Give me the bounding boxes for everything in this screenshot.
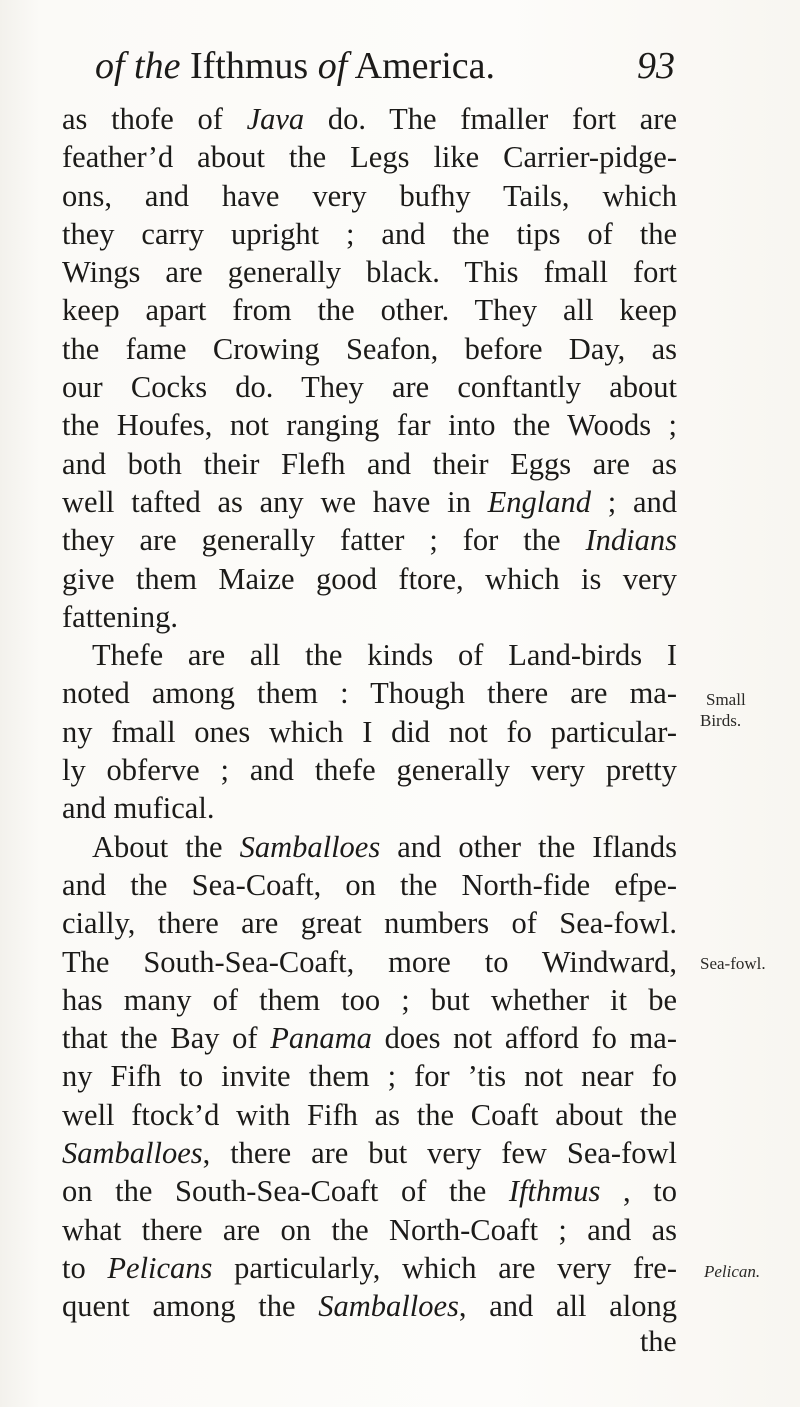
text-run: , to <box>600 1174 677 1209</box>
text-line <box>62 904 677 942</box>
text-run: what there are on the North-Coaft ; and as <box>62 1212 677 1247</box>
text-line <box>62 598 677 636</box>
italic-word: Samballoes <box>239 829 381 864</box>
text-line <box>62 291 677 329</box>
text-line <box>62 713 677 751</box>
text-run: our Cocks do. They are conftantly about <box>62 370 677 405</box>
page-number: 93 <box>637 45 675 87</box>
text-line <box>62 215 677 253</box>
text-line <box>62 789 677 827</box>
header-of: of <box>317 45 348 87</box>
italic-word: Samballoes <box>318 1289 459 1324</box>
text-run: they carry upright ; and the tips of the <box>62 216 677 251</box>
text-run: well ftock’d with Fifh as the Coaft about the <box>62 1097 677 1132</box>
text-line <box>62 483 677 521</box>
text-run: and both their Flefh and their Eggs are as <box>62 446 677 481</box>
text-line <box>62 138 677 176</box>
italic-word: Samballoes <box>62 1136 203 1171</box>
text-line <box>62 1096 677 1134</box>
text-run: cially, there are great numbers of Sea-fowl. <box>62 906 677 941</box>
italic-word: Panama <box>270 1021 372 1056</box>
text-line <box>62 100 677 138</box>
text-run: that the Bay of <box>62 1021 271 1056</box>
text-line <box>62 674 677 712</box>
text-line <box>62 1249 677 1287</box>
text-run: fattening. <box>62 599 179 634</box>
text-run: give them Maize good ftore, which is very <box>62 561 677 596</box>
text-run: ny fmall ones which I did not fo particular- <box>62 714 677 749</box>
text-line <box>62 1019 677 1057</box>
text-run: do. The fmaller fort are <box>304 102 677 136</box>
text-run: the fame Crowing Seafon, before Day, as <box>62 331 677 366</box>
text-run: About the <box>92 829 240 864</box>
text-line <box>62 368 677 406</box>
text-run: feather’d about the Legs like Carrier-pidge- <box>62 140 677 175</box>
text-run: to <box>62 1250 108 1285</box>
running-header <box>95 40 675 96</box>
italic-word: Java <box>246 102 305 136</box>
margin-note-small: Small <box>706 690 746 709</box>
header-prefix: of the <box>95 45 181 87</box>
italic-word: Ifthmus <box>508 1174 601 1209</box>
text-run: The South-Sea-Coaft, more to Windward, <box>62 944 677 979</box>
text-run: particularly, which are very fre- <box>212 1250 677 1285</box>
italic-word: Pelicans <box>107 1250 213 1285</box>
text-line <box>62 828 677 866</box>
margin-note-birds: Birds. <box>700 711 742 730</box>
text-run: Thefe are all the kinds of Land-birds I <box>92 638 677 673</box>
header-title: Ifthmus <box>189 45 309 87</box>
text-run: on the South-Sea-Coaft of the <box>62 1174 509 1209</box>
text-line <box>62 330 677 368</box>
text-line <box>62 636 677 674</box>
text-run: has many of them too ; but whether it be <box>62 982 677 1017</box>
text-run: , there are but very few Sea-fowl <box>202 1136 677 1171</box>
text-line <box>62 1172 677 1210</box>
text-run: and mufical. <box>62 791 215 826</box>
margin-note-pelican: Pelican. <box>704 1262 761 1281</box>
text-line <box>62 1057 677 1095</box>
text-line <box>62 406 677 444</box>
text-line <box>62 521 677 559</box>
text-run: does not afford fo ma- <box>371 1021 677 1056</box>
text-line <box>62 751 677 789</box>
text-line <box>62 177 677 215</box>
text-run: and other the Iflands <box>380 829 677 864</box>
text-run: ny Fifh to invite them ; for ’tis not near fo <box>62 1059 677 1094</box>
text-run: noted among them : Though there are ma- <box>62 676 677 711</box>
text-run: as thofe of <box>62 102 247 136</box>
text-line <box>62 943 677 981</box>
text-run: well tafted as any we have in <box>62 484 488 519</box>
italic-word: Indians <box>585 523 677 558</box>
header-place: America. <box>354 45 495 87</box>
text-line <box>62 1211 677 1249</box>
text-run: , and all along <box>458 1289 677 1324</box>
text-line <box>62 1287 677 1325</box>
text-line <box>62 1134 677 1172</box>
running-head-title <box>95 40 495 92</box>
text-run: quent among the <box>62 1289 319 1324</box>
text-run: ons, and have very bufhy Tails, which <box>62 178 677 213</box>
text-line <box>62 866 677 904</box>
text-run: ; and <box>590 484 678 519</box>
text-line <box>62 560 677 598</box>
text-run: keep apart from the other. They all keep <box>62 293 677 328</box>
text-line <box>62 981 677 1019</box>
text-line <box>62 253 677 291</box>
catchword: the <box>640 1325 677 1358</box>
text-run: and the Sea-Coaft, on the North-fide efpe- <box>62 867 677 902</box>
text-line <box>62 445 677 483</box>
text-run: they are generally fatter ; for the <box>62 523 586 558</box>
text-run: ly obferve ; and thefe generally very pretty <box>62 753 677 788</box>
text-run: the Houfes, not ranging far into the Woods ; <box>62 408 677 443</box>
italic-word: England <box>487 484 591 519</box>
text-run: Wings are generally black. This fmall fort <box>62 255 677 290</box>
margin-note-sea-fowl: Sea-fowl. <box>700 954 766 973</box>
body-text <box>62 100 677 1326</box>
